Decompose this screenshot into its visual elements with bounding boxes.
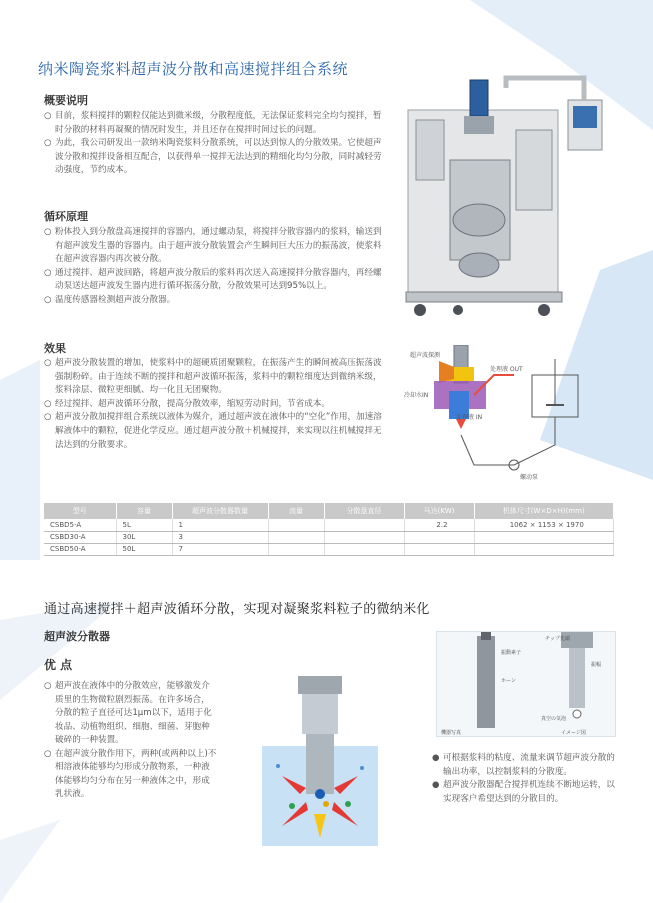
circulation-item: ○ 温度传感器检测超声波分散器。 [44, 294, 176, 305]
label-generator: 超声波探测 [410, 352, 441, 359]
effect-item: ○ 超声波分散装置的增加，使浆料中的超硬质团聚颗粒，在振荡产生的瞬间被高压振荡波强制粉碎。由于连续不断的搅拌和超声波循环振荡，浆料中的颗粒细度达到微纳米级，浆料涂层、微粒更细腻、均一化且无团聚物。 [44, 358, 382, 396]
table-cell: CSBD50-A [44, 543, 116, 555]
table-cell: 30L [116, 531, 172, 543]
table-cell: 7 [172, 543, 268, 555]
effect-heading: 效果 [44, 342, 66, 355]
table-cell: 1 [172, 519, 268, 531]
label-cooling-in: 冷却水IN [404, 392, 429, 399]
table-header: 马达(KW) [404, 503, 474, 519]
table-row [44, 531, 614, 543]
effect-item: ○ 超声波分散加搅拌组合系统以液体为媒介，通过超声波在液体中的“空化”作用，加速溶解液体中的颗粒，促进化学反应。通过超声波分散＋机械搅拌，来实现以往机械搅拌无法达到的分散要求。 [44, 412, 382, 450]
label-inlet: 处理液 IN [456, 414, 483, 421]
effect-text [44, 357, 386, 452]
circulation-heading: 循环原理 [44, 210, 88, 223]
table-header: 分散盘直径 [324, 503, 404, 519]
table-cell: 5L [116, 519, 172, 531]
table-row [44, 543, 614, 555]
advantage-item: ○ 在超声波分散作用下，两种(或两种以上)不相溶液体能够均匀形成分散物系，一种液体能够均匀分布在另一种液体之中，形成乳状液。 [44, 748, 217, 799]
sonotrode-illustration [262, 676, 378, 846]
advantage-item: ● 可根据浆料的粘度、流量来调节超声波分散的输出功率，以控制浆料的分散度。 [432, 753, 615, 777]
section2-title: 通过高速搅拌＋超声波循环分散，实现对凝聚浆料粒子的微纳米化 [44, 602, 430, 617]
table-cell [404, 531, 474, 543]
spec-table [44, 503, 614, 556]
overview-text [44, 110, 386, 178]
advantage-item: ● 超声波分散器配合搅拌机连续不断地运转，以实现客户希望达到的分散目的。 [432, 780, 615, 804]
horn-diagram [437, 632, 617, 738]
advantages-right-text [432, 752, 616, 806]
page-title: 纳米陶瓷浆料超声波分散和高速搅拌组合系统 [38, 60, 349, 78]
table-header: 机体尺寸(W×D×H)(mm) [474, 503, 614, 519]
advantage-item: ○ 超声波在液体中的分散效应，能够激发介质里的生物微粒剧烈振荡。在许多场合，分散的粒子直径可达1μm以下，适用于化妆品、动植物组织、细胞、细菌、芽胞种破碎的一种装置。 [44, 681, 212, 745]
circulation-item: ○ 通过搅拌、超声波回路，将超声波分散后的浆料再次送入高速搅拌分散容器内，再经螺动泵送达超声波发生器内进行循环振荡分散，分散效果可达到95%以上。 [44, 267, 382, 292]
table-cell [324, 519, 404, 531]
table-row [44, 519, 614, 531]
advantages-left-text [44, 680, 218, 802]
table-cell: 1062 × 1153 × 1970 [474, 519, 614, 531]
table-cell: CSBD30-A [44, 531, 116, 543]
photo-label: イメージ図 [561, 730, 586, 736]
table-cell [474, 531, 614, 543]
label-outlet: 处理液 OUT [490, 366, 523, 373]
circulation-text [44, 226, 386, 308]
overview-item: ○ 目前，浆料搅拌的颗粒仅能达到微米级，分散程度低，无法保证浆料完全均匀搅拌，暂时分散的材料再凝聚的情况时发生，并且还存在搅拌时间过长的问题。 [44, 111, 382, 135]
machine-illustration [398, 70, 610, 320]
table-cell: 2.2 [404, 519, 474, 531]
table-header: 流量 [268, 503, 324, 519]
effect-item: ○ 经过搅拌、超声波循环分散，提高分散效率，缩短劳动时间，节省成本。 [44, 398, 331, 409]
table-cell [268, 531, 324, 543]
photo-label: 真空の気泡 [541, 716, 567, 722]
overview-heading: 概要说明 [44, 94, 88, 107]
table-cell [268, 543, 324, 555]
photo-label: 機器写真 [441, 730, 462, 736]
circulation-item: ○ 粉体投入到分散盘高速搅拌的容器内，通过螺动泵，将搅拌分散容器内的浆料，输送到有超声波发生器的容器内。由于超声波分散装置会产生瞬间巨大压力的振荡波，使浆料在超声波容器内再次被分散。 [44, 227, 382, 265]
photo-label: 振動素子 [501, 650, 522, 656]
photo-label: チップ先端 [545, 636, 570, 642]
table-cell [404, 543, 474, 555]
table-cell [268, 519, 324, 531]
overview-item: ○ 为此，我公司研发出一款纳米陶瓷浆料分散系统，可以达到惊人的分散效果。它使超声波分散和搅拌设备相互配合，以获得单一搅拌无法达到的精细化均匀分散，同时减轻劳动强度，节约成本。 [44, 138, 382, 176]
label-pump: 螺动泵 [520, 474, 539, 481]
table-cell [324, 543, 404, 555]
advantages-heading: 优 点 [44, 658, 73, 672]
photo-label: 振幅 [591, 662, 602, 668]
table-cell: 50L [116, 543, 172, 555]
photo-label: ホーン [501, 678, 516, 684]
table-header: 容量 [116, 503, 172, 519]
table-header-row [44, 503, 614, 519]
table-cell [324, 531, 404, 543]
horn-photo-panel [436, 631, 616, 737]
table-cell: CSBD5-A [44, 519, 116, 531]
circulation-diagram [404, 345, 604, 485]
table-cell: 3 [172, 531, 268, 543]
table-header: 超声波分散器数量 [172, 503, 268, 519]
table-header: 型号 [44, 503, 116, 519]
table-cell [474, 543, 614, 555]
ultrasonic-disperser-heading: 超声波分散器 [44, 630, 110, 643]
